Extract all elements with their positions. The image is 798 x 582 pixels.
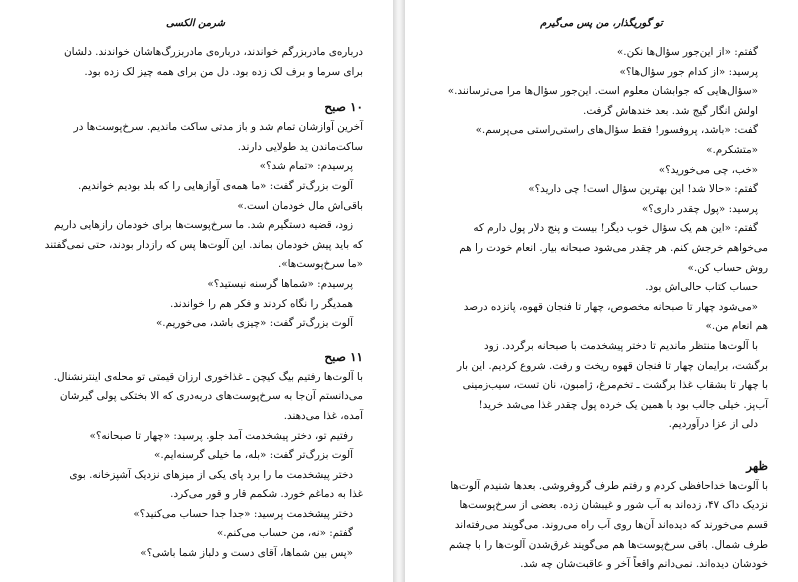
text-line: می‌خواهم خرجش کنم. هر چقدر می‌شود صبحانه بیار. انعام خودت را هم [459, 241, 768, 254]
text-line: آمده، غذا می‌دهند. [283, 409, 363, 422]
text-line: گفتم: «این هم یک سؤال خوب دیگر! بیست و پنج دلار پول دارم که [473, 222, 758, 235]
text-line: «سؤال‌هایی که جوابشان معلوم است. این‌جور سؤال‌ها مرا می‌ترسانند.» [447, 85, 758, 98]
text-line: درباره‌ی مادربزرگم خواندند، درباره‌ی مادربزرگ‌هاشان خواندند. دلشان [63, 46, 363, 58]
text-line: برگشت، برایمان چهار تا فنجان قهوه ریخت و رفت. شروع کردیم. این بار [456, 359, 768, 372]
text-line: که باید پیش خودمان بماند. این آلوت‌ها پس که رازدار بودند، حتی نمی‌گفتند [44, 238, 363, 251]
text-line: آخرین آوازشان تمام شد و باز مدتی ساکت ماندیم. سرخ‌پوست‌ها در [73, 121, 363, 134]
text-line: با آلوت‌ها رفتیم بیگ کیچن ـ غذاخوری ارزان قیمتی تو محله‌ی اینترنشنال. [53, 370, 363, 383]
text-line: باقی‌اش مال خودمان است.» [237, 199, 363, 212]
section-heading-10am: ۱۰ صبح [324, 100, 363, 115]
text-line: «پس بین شماها، آقای دست و دلباز شما باشی؟» [140, 547, 353, 560]
text-line: خودشان دیده‌اند. نمی‌دانم واقعاً آخر و عاقبت‌شان چه شد. [520, 558, 768, 571]
text-line: حساب کتاب حالی‌اش بود. [645, 281, 758, 294]
text-line: نزدیک داک ۴۷، زده‌اند به آب شور و غیبشان زده. بعضی از سرخ‌پوست‌ها [459, 499, 768, 512]
text-line: روش حساب کن.» [687, 261, 768, 274]
text-line: اولش انگار گیج شد. بعد خندهاش گرفت. [583, 104, 758, 117]
text-line: «خب، چی می‌خورید؟» [658, 163, 758, 176]
text-line: پرسید: «از کدام جور سؤال‌ها؟» [619, 65, 758, 78]
text-line: گفتم: «از این‌جور سؤال‌ها نکن.» [616, 46, 758, 58]
text-line: دختر پیشخدمت پرسید: «جدا جدا حساب می‌کنید؟» [133, 507, 353, 520]
text-line: قسم می‌خورند که دیده‌اند آن‌ها روی آب راه می‌روند. می‌گویند می‌رفته‌اند [454, 519, 768, 532]
book-gutter [393, 0, 405, 582]
right-page-text [435, 43, 768, 575]
right-running-head: تو گوریگذار، من پس می‌گیرم [540, 18, 663, 29]
text-line: پرسیدم: «شماها گرسنه نیستید؟» [207, 277, 353, 290]
text-line: ساکت‌ماندن ید طولایی دارند. [237, 140, 363, 153]
text-line: با آلوت‌ها منتظر ماندیم تا دختر پیشخدمت با صبحانه برگردد. زود [484, 339, 758, 352]
text-line: پرسید: «پول چقدر داری؟» [641, 202, 758, 215]
text-line: می‌دانستم آن‌جا به سرخ‌پوست‌های دربه‌دری که الا بختکی پولی گیرشان [59, 390, 363, 403]
left-page [0, 0, 393, 582]
text-line: «ما سرخ‌پوست‌ها». [277, 258, 363, 271]
left-page-text [28, 43, 363, 564]
text-line: رفتیم تو، دختر پیشخدمت آمد جلو. پرسید: «چهار تا صبحانه؟» [89, 429, 353, 442]
text-line: با آلوت‌ها خداحافظی کردم و رفتم طرف گروفروشی. بعدها شنیدم آلوت‌ها [450, 479, 768, 492]
text-line: همدیگر را نگاه کردند و فکر هم را خواندند. [170, 297, 353, 310]
text-line: طرف شمال. باقی سرخ‌پوست‌ها هم می‌گویند غرق‌شدن آلوت‌ها را با چشم [448, 538, 768, 551]
text-line: هم انعام من.» [705, 320, 768, 333]
text-line: غذا به دماغم خورد. شکمم قار و قور می‌کرد. [170, 488, 363, 501]
text-line: «متشکرم.» [706, 143, 758, 156]
text-line: برای سرما و برف لک زده بود. دل من برای همه چیز لک زده بود. [84, 65, 363, 78]
right-page [405, 0, 798, 582]
text-line: آلوت بزرگ‌تر گفت: «بله، ما خیلی گرسنه‌ایم.» [154, 449, 353, 462]
text-line: دلی از عزا درآوردیم. [668, 418, 758, 431]
text-line: پرسیدم: «تمام شد؟» [259, 160, 353, 173]
text-line: زود، قضیه دستگیرم شد. ما سرخ‌پوست‌ها برای خودمان رازهایی داریم [54, 219, 353, 232]
text-line: گفتم: «حالا شد! این بهترین سؤال است! چی دارید؟» [528, 183, 758, 196]
text-line: گفت: «باشد، پروفسور! فقط سؤال‌های راستی‌راستی می‌پرسم.» [475, 124, 758, 137]
section-heading-11am: ۱۱ صبح [324, 349, 363, 364]
text-line: «می‌شود چهار تا صبحانه مخصوص، چهار تا فنجان قهوه، پانزده درصد [463, 300, 758, 313]
text-line: آلوت بزرگ‌تر گفت: «چیزی باشد، می‌خوریم.» [155, 317, 353, 330]
left-running-head: شرمن الکسی [166, 18, 225, 29]
text-line: با چهار تا بشقاب غذا برگشت ـ تخم‌مرغ، ژامبون، نان تست، سیب‌زمینی [462, 379, 768, 392]
section-heading-noon: ظهر [746, 458, 768, 473]
text-line: آب‌پز. خیلی جالب بود با همین یک خرده پول چقدر غذا می‌شد خرید! [478, 398, 768, 411]
text-line: گفتم: «نه، من حساب می‌کنم.» [216, 527, 353, 540]
text-line: آلوت بزرگ‌تر گفت: «ما همه‌ی آوازهایی را که بلد بودیم خواندیم. [77, 179, 353, 192]
text-line: دختر پیشخدمت ما را برد پای یکی از میزهای نزدیک آشپزخانه. بوی [69, 468, 353, 481]
